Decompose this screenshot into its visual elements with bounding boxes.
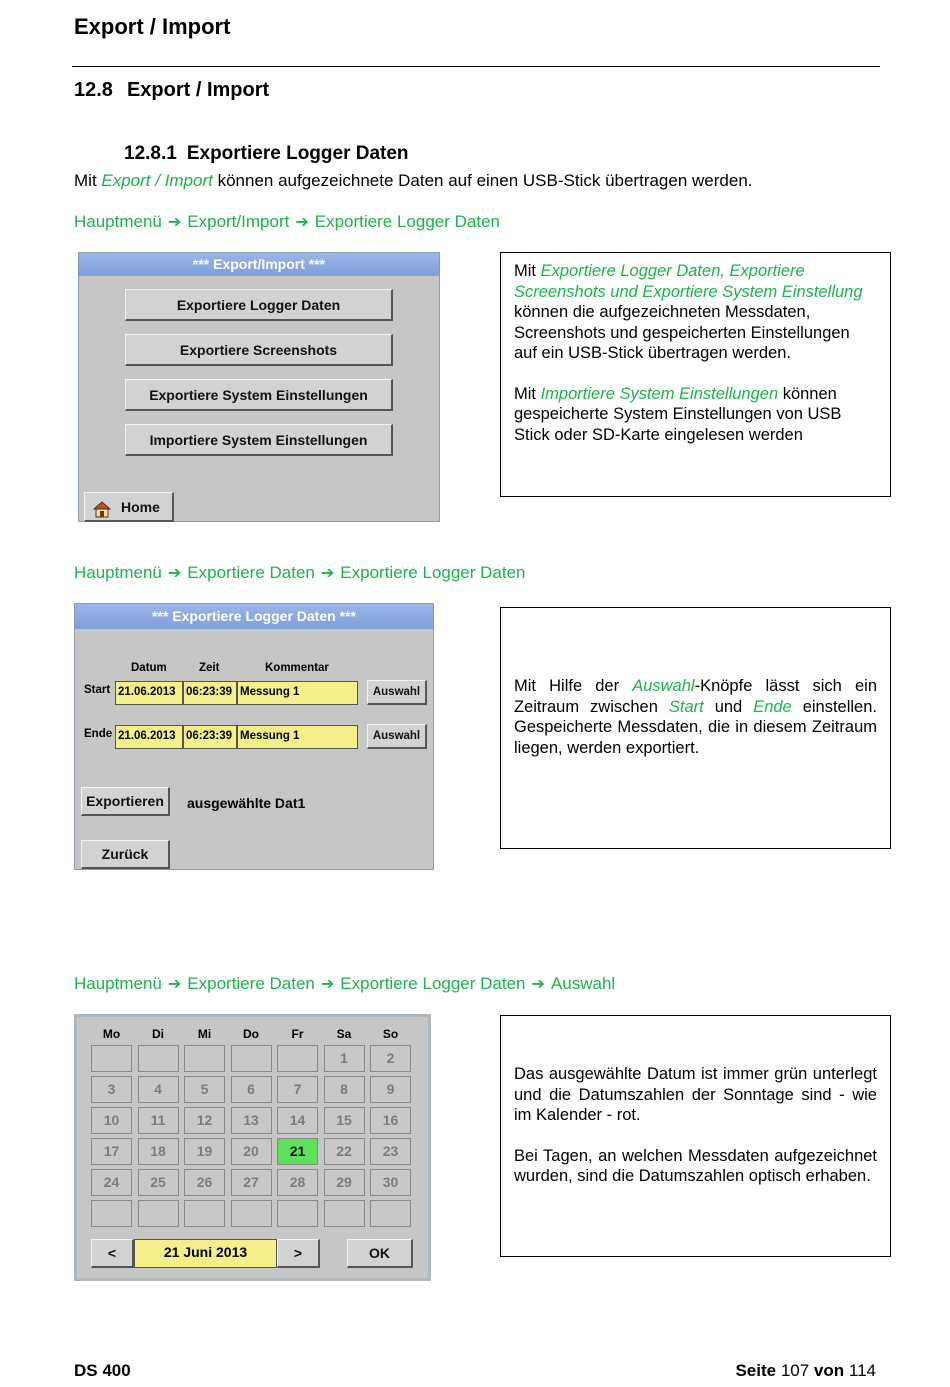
text: und xyxy=(703,697,754,716)
calendar-empty-cell xyxy=(231,1200,272,1227)
nav-item: Exportiere Daten xyxy=(187,563,315,582)
calendar-day[interactable]: 28 xyxy=(277,1169,318,1196)
arrow-right-icon: ➔ xyxy=(531,976,545,993)
calendar-day[interactable]: 11 xyxy=(138,1107,179,1134)
prev-month-button[interactable]: < xyxy=(91,1239,134,1268)
highlight-text: Ende xyxy=(753,697,792,716)
calendar-day[interactable]: 12 xyxy=(184,1107,225,1134)
text: einstellen. Gespeicherte Messdaten, die in diesem Zeitraum liegen, werden exportiert. xyxy=(514,697,877,757)
text: Mit xyxy=(514,384,541,403)
calendar-empty-cell xyxy=(370,1200,411,1227)
house-icon xyxy=(93,499,111,527)
selected-data-label: ausgewählte Dat1 xyxy=(187,795,306,811)
column-date: Datum xyxy=(131,662,167,674)
text: -Knöpfe lässt sich ein Zeitraum zwischen xyxy=(514,677,877,716)
calendar-day[interactable]: 13 xyxy=(231,1107,272,1134)
export-system-settings-button[interactable]: Exportiere System Einstellungen xyxy=(125,379,393,411)
intro-text-post: können aufgezeichnete Daten auf einen USB-Stick übertragen werden. xyxy=(212,171,753,190)
calendar-day[interactable]: 16 xyxy=(370,1107,411,1134)
nav-item: Exportiere Daten xyxy=(187,974,315,993)
end-time-field[interactable]: 06:23:39 xyxy=(183,725,237,749)
calendar-empty-cell xyxy=(231,1045,272,1072)
calendar-day[interactable]: 25 xyxy=(138,1169,179,1196)
calendar-empty-cell xyxy=(277,1200,318,1227)
subsection-title: Exportiere Logger Daten xyxy=(186,143,409,164)
page-header-title: Export / Import xyxy=(74,14,231,39)
column-comment: Kommentar xyxy=(265,662,329,674)
text: Mit xyxy=(514,262,541,280)
subsection-number: 12.8.1 xyxy=(124,143,177,164)
intro-text-pre: Mit xyxy=(74,171,102,190)
header-rule xyxy=(72,66,880,67)
calendar-day[interactable]: 14 xyxy=(277,1107,318,1134)
weekday-label: Di xyxy=(152,1027,164,1041)
calendar-day[interactable]: 9 xyxy=(370,1076,411,1103)
highlight-text: Start xyxy=(668,697,704,716)
footer-page-word: Seite xyxy=(735,1361,777,1380)
nav-item: Exportiere Logger Daten xyxy=(314,212,500,231)
weekday-label: Fr xyxy=(291,1027,304,1041)
calendar-day[interactable]: 18 xyxy=(138,1138,179,1165)
export-logger-data-button[interactable]: Exportiere Logger Daten xyxy=(125,289,393,321)
home-button[interactable] xyxy=(84,492,174,522)
end-comment-field[interactable]: Messung 1 xyxy=(237,725,358,749)
end-auswahl-button[interactable]: Auswahl xyxy=(367,724,427,749)
nav-item: Exportiere Logger Daten xyxy=(340,563,526,582)
export-logger-data-screen xyxy=(74,603,434,870)
calendar-day[interactable]: 15 xyxy=(324,1107,365,1134)
nav-item: Export/Import xyxy=(187,212,290,231)
calendar-day[interactable]: 4 xyxy=(138,1076,179,1103)
intro-link: Export / Import xyxy=(101,171,213,190)
highlight-text: Exportiere Logger Daten, Exportiere Screenshots und Exportiere System Einstellung xyxy=(514,262,863,301)
footer-product: DS 400 xyxy=(74,1361,131,1380)
calendar-empty-cell xyxy=(184,1045,225,1072)
calendar-day[interactable]: 3 xyxy=(91,1076,132,1103)
box3-paragraph-1: Das ausgewählte Datum ist immer grün unterlegt und die Datumszahlen der Sonntage sind - wie im Kalender - rot. xyxy=(514,1065,877,1124)
import-system-settings-button[interactable]: Importiere System Einstellungen xyxy=(125,424,393,456)
nav-item: Hauptmenü xyxy=(74,563,162,582)
start-time-field[interactable]: 06:23:39 xyxy=(183,681,237,705)
calendar-empty-cell xyxy=(138,1045,179,1072)
footer-page-info xyxy=(735,1361,876,1381)
end-date-field[interactable]: 21.06.2013 xyxy=(115,725,183,749)
calendar-empty-cell xyxy=(91,1045,132,1072)
export-screenshots-button[interactable]: Exportiere Screenshots xyxy=(125,334,393,366)
calendar-day[interactable]: 17 xyxy=(91,1138,132,1165)
arrow-right-icon: ➔ xyxy=(320,565,335,582)
footer-of-word: von xyxy=(813,1361,845,1380)
text: können die aufgezeichneten Messdaten, Screenshots und gespeicherten Einstellungen auf ein USB-Stick übertragen werden. xyxy=(514,303,850,362)
text: können gespeicherte System Einstellungen von USB Stick oder SD-Karte eingelesen werden xyxy=(514,384,842,444)
back-button[interactable]: Zurück xyxy=(81,840,170,869)
weekday-label: Sa xyxy=(336,1027,352,1041)
section-heading xyxy=(74,79,269,102)
calendar-day[interactable]: 8 xyxy=(324,1076,365,1103)
highlight-text: Importiere System Einstellungen xyxy=(540,384,779,403)
calendar-empty-cell xyxy=(91,1200,132,1227)
next-month-button[interactable]: > xyxy=(277,1239,320,1268)
column-time: Zeit xyxy=(199,662,220,674)
nav-item: Auswahl xyxy=(550,974,616,993)
calendar-day[interactable]: 1 xyxy=(324,1045,365,1072)
calendar-day[interactable]: 26 xyxy=(184,1169,225,1196)
box1-paragraph-2 xyxy=(514,384,877,446)
section-title: Export / Import xyxy=(126,79,270,101)
calendar-screen xyxy=(74,1014,431,1281)
text: Mit Hilfe der xyxy=(514,677,633,695)
end-label: Ende xyxy=(84,728,113,740)
weekday-label: Mo xyxy=(102,1027,121,1041)
calendar-day[interactable]: 7 xyxy=(277,1076,318,1103)
highlight-text: Auswahl xyxy=(632,677,695,695)
subsection-heading xyxy=(124,143,409,165)
nav-item: Hauptmenü xyxy=(74,212,162,231)
arrow-right-icon: ➔ xyxy=(295,214,309,231)
description-box-2 xyxy=(500,607,891,849)
calendar-day[interactable]: 19 xyxy=(184,1138,225,1165)
calendar-day[interactable]: 2 xyxy=(370,1045,411,1072)
nav-item: Exportiere Logger Daten xyxy=(340,974,526,993)
calendar-empty-cell xyxy=(138,1200,179,1227)
calendar-empty-cell xyxy=(184,1200,225,1227)
intro-paragraph xyxy=(74,171,753,191)
weekday-label: Mi xyxy=(197,1027,212,1041)
calendar-day[interactable]: 20 xyxy=(231,1138,272,1165)
calendar-day[interactable]: 21 xyxy=(277,1138,318,1165)
arrow-right-icon: ➔ xyxy=(167,565,182,582)
calendar-day[interactable]: 6 xyxy=(231,1076,272,1103)
export-button[interactable]: Exportieren xyxy=(81,787,170,816)
calendar-day[interactable]: 29 xyxy=(324,1169,365,1196)
description-box-3 xyxy=(500,1015,891,1257)
nav-path-3 xyxy=(74,974,615,994)
section-number: 12.8 xyxy=(74,79,113,101)
box3-paragraph-2: Bei Tagen, an welchen Messdaten aufgezeichnet wurden, sind die Datumszahlen optisch erhaben. xyxy=(514,1146,877,1185)
calendar-empty-cell xyxy=(277,1045,318,1072)
calendar-day[interactable]: 27 xyxy=(231,1169,272,1196)
nav-item: Hauptmenü xyxy=(74,974,162,993)
weekday-label: Do xyxy=(243,1027,259,1041)
calendar-empty-cell xyxy=(324,1200,365,1227)
footer-page-number: 107 xyxy=(780,1361,810,1380)
arrow-right-icon: ➔ xyxy=(167,976,182,993)
calendar-day[interactable]: 30 xyxy=(370,1169,411,1196)
nav-path-2 xyxy=(74,563,526,583)
calendar-day[interactable]: 22 xyxy=(324,1138,365,1165)
footer-page-total: 114 xyxy=(848,1361,876,1380)
calendar-day[interactable]: 23 xyxy=(370,1138,411,1165)
screen-title: *** Export/Import *** xyxy=(79,253,439,276)
export-import-screen xyxy=(78,252,440,522)
ok-button[interactable]: OK xyxy=(347,1239,413,1268)
start-date-field[interactable]: 21.06.2013 xyxy=(115,681,183,705)
start-comment-field[interactable]: Messung 1 xyxy=(237,681,358,705)
start-label: Start xyxy=(84,684,111,696)
month-display: 21 Juni 2013 xyxy=(134,1239,277,1268)
box1-paragraph-1 xyxy=(514,261,877,364)
weekday-label: So xyxy=(382,1027,399,1041)
calendar-day[interactable]: 5 xyxy=(184,1076,225,1103)
description-box-1 xyxy=(500,252,891,497)
calendar-day[interactable]: 10 xyxy=(91,1107,132,1134)
arrow-right-icon: ➔ xyxy=(167,214,182,231)
screen-title: *** Exportiere Logger Daten *** xyxy=(75,604,433,629)
start-auswahl-button[interactable]: Auswahl xyxy=(367,680,427,705)
nav-path-1 xyxy=(74,212,500,232)
home-label: Home xyxy=(121,499,160,515)
calendar-day[interactable]: 24 xyxy=(91,1169,132,1196)
arrow-right-icon: ➔ xyxy=(320,976,335,993)
